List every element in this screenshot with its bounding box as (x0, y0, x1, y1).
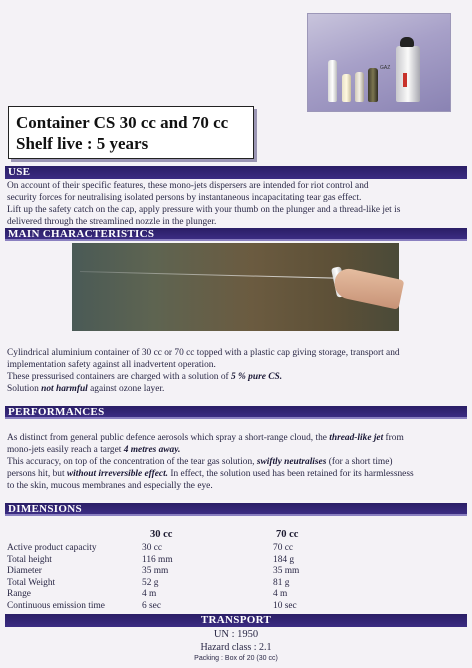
perf-line-5: to the skin, mucous membranes and especially the eye. (7, 481, 213, 491)
use-line-1: On account of their specific features, these mono-jets dispersers are intended for riot control and (7, 181, 369, 191)
can-small-2 (342, 74, 351, 102)
transport-un: UN : 1950 (213, 629, 259, 640)
can-small-1 (328, 60, 337, 102)
can-large-cap (400, 37, 414, 47)
can-label-stripe (403, 73, 407, 87)
spray-photo (72, 243, 399, 331)
can-small-3 (355, 72, 364, 102)
use-line-4: delivered through the streamlined nozzle in the plunger. (7, 217, 217, 227)
can-dark (368, 68, 378, 102)
dimensions-heading: DIMENSIONS (5, 503, 467, 516)
char-line-3: These pressurised containers are charged with a solution of 5 % pure CS. (7, 372, 283, 382)
dim-row: Total Weight 52 g 81 g (7, 577, 290, 588)
title-line-1: Container CS 30 cc and 70 cc (16, 113, 229, 132)
can-large (396, 46, 420, 102)
char-line-1: Cylindrical aluminium container of 30 cc or 70 cc topped with a plastic cap giving storage, transport and (7, 348, 400, 358)
char-line-2: implementation safety against all inadvertent operation. (7, 360, 216, 370)
perf-line-4: persons hit, but without irreversible effect. In effect, the solution used has been retained for its harmlessness (7, 469, 414, 479)
dim-row: Active product capacity 30 cc 70 cc (7, 543, 294, 553)
product-photo (308, 14, 450, 111)
use-line-2: security forces for neutralising isolated persons by instantaneous incapacitating tear gas effect. (7, 193, 362, 203)
use-line-3: Lift up the safety catch on the cap, apply pressure with your thumb on the plunger and a thread-like jet is (7, 205, 401, 215)
dim-row: Continuous emission time 6 sec 10 sec (7, 600, 297, 611)
perf-line-2: mono-jets easily reach a target 4 metres away. (7, 445, 181, 455)
use-heading: USE (5, 166, 467, 179)
perf-line-1: As distinct from general public defence aerosols which spray a short-range cloud, the thread-like jet from (7, 433, 404, 443)
title-box (8, 106, 254, 159)
dimensions-table (7, 543, 307, 613)
transport-packing: Packing : Box of 20 (30 cc) (194, 655, 278, 662)
spray-jet (80, 271, 335, 279)
dim-col-70cc: 70 cc (276, 529, 299, 540)
transport-hazard: Hazard class : 2.1 (200, 642, 272, 653)
title-line-2: Shelf live : 5 years (16, 134, 149, 153)
dim-row: Range 4 m 4 m (7, 589, 288, 600)
characteristics-heading: MAIN CHARACTERISTICS (5, 228, 467, 241)
dim-row: Total height 116 mm 184 g (7, 554, 295, 565)
can-label: GAZ (380, 65, 391, 71)
dim-row: Diameter 35 mm 35 mm (7, 566, 300, 577)
char-line-4: Solution not harmful against ozone layer. (7, 384, 165, 394)
transport-heading: TRANSPORT (5, 614, 467, 627)
dim-col-30cc: 30 cc (150, 529, 173, 540)
perf-line-3: This accuracy, on top of the concentration of the tear gas solution, swiftly neutralises (for a short time) (7, 457, 393, 467)
performances-heading: PERFORMANCES (5, 406, 467, 419)
hand (332, 266, 405, 309)
